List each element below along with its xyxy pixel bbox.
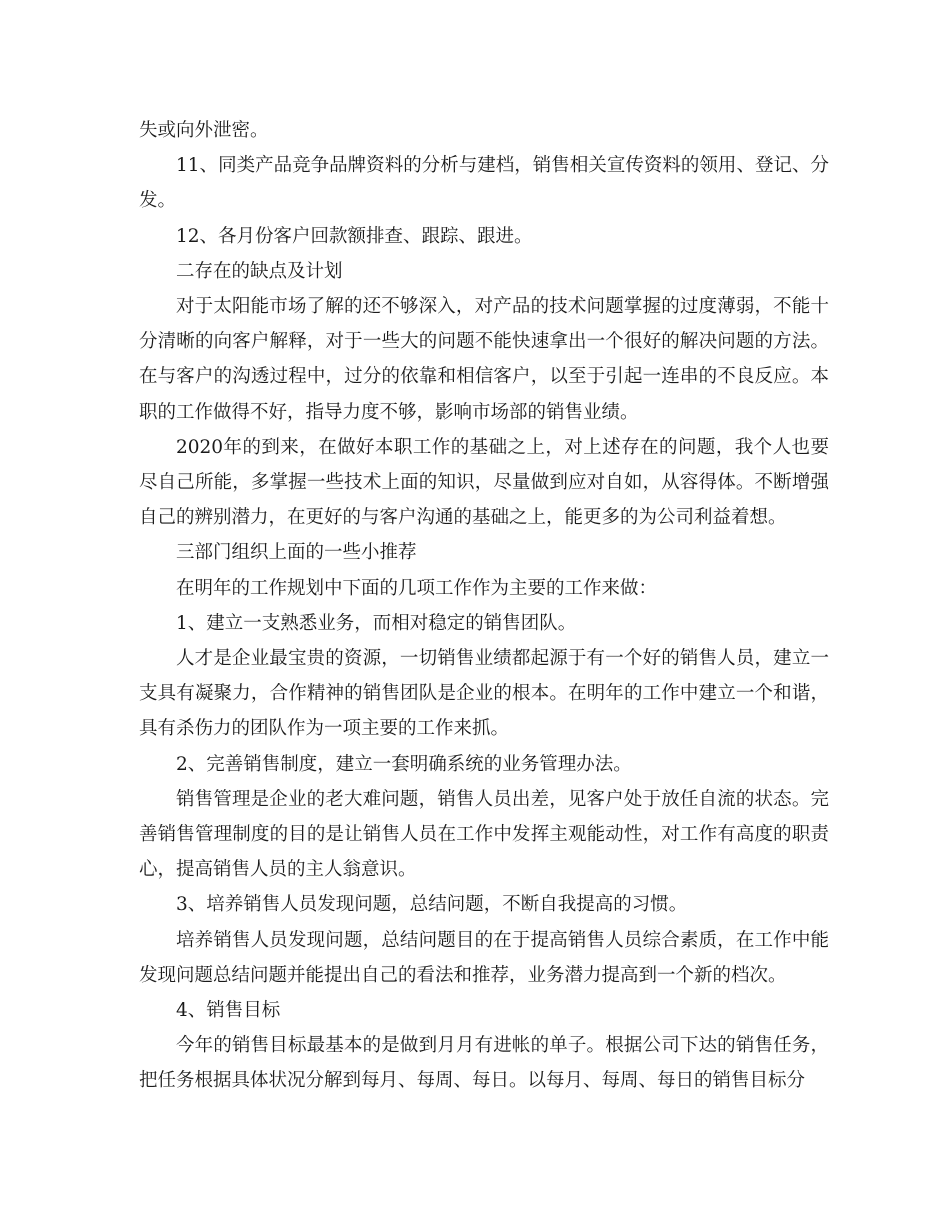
- document-body: [139, 113, 829, 1099]
- list-item-system: 2、完善销售制度，建立一套明确系统的业务管理办法。: [176, 753, 632, 775]
- list-item-targets: 4、销售目标: [176, 1000, 281, 1022]
- section-heading-suggestions: 三部门组织上面的一些小推荐: [176, 542, 417, 564]
- paragraph-team: 人才是企业最宝贵的资源，一切销售业绩都起源于有一个好的销售人员，建立一支具有凝聚力，合作精神的销售团队是企业的根本。在明年的工作中建立一个和谐，具有杀伤力的团队作为一项主要的工作来抓。: [139, 648, 829, 740]
- paragraph-plan-intro: 在明年的工作规划中下面的几项工作作为主要的工作来做：: [176, 577, 658, 599]
- paragraph-item-11: 11、同类产品竞争品牌资料的分析与建档，销售相关宣传资料的领用、登记、分发。: [139, 155, 829, 212]
- paragraph-system: 销售管理是企业的老大难问题，销售人员出差，见客户处于放任自流的状态。完善销售管理制度的目的是让销售人员在工作中发挥主观能动性，对工作有高度的职责心，提高销售人员的主人翁意识。: [139, 788, 829, 881]
- list-item-team: 1、建立一支熟悉业务，而相对稳定的销售团队。: [176, 612, 577, 634]
- paragraph-habits: 培养销售人员发现问题，总结问题目的在于提高销售人员综合素质，在工作中能发现问题总结问题并能提出自己的看法和推荐，业务潜力提高到一个新的档次。: [139, 929, 829, 986]
- paragraph-targets: 今年的销售目标最基本的是做到月月有进帐的单子。根据公司下达的销售任务，把任务根据具体状况分解到每月、每周、每日。以每月、每周、每日的销售目标分: [139, 1035, 829, 1092]
- paragraph-item-12: 12、各月份客户回款额排查、跟踪、跟进。: [176, 225, 533, 247]
- list-item-habits: 3、培养销售人员发现问题，总结问题，不断自我提高的习惯。: [176, 894, 688, 916]
- section-heading-shortcomings: 二存在的缺点及计划: [176, 260, 343, 282]
- paragraph-2020-plan: 2020年的到来，在做好本职工作的基础之上，对上述存在的问题，我个人也要尽自己所能，多掌握一些技术上面的知识，尽量做到应对自如，从容得体。不断增强自己的辨别潜力，在更好的与客户沟通的基础之上，能更多的为公司利益着想。: [139, 436, 829, 529]
- paragraph-shortcomings: 对于太阳能市场了解的还不够深入，对产品的技术问题掌握的过度薄弱，不能十分清晰的向客户解释，对于一些大的问题不能快速拿出一个很好的解决问题的方法。在与客户的沟透过程中，过分的依靠和相信客户，以至于引起一连串的不良反应。本职的工作做得不好，指导力度不够，影响市场部的销售业绩。: [139, 296, 829, 423]
- paragraph-continuation: 失或向外泄密。: [139, 120, 269, 141]
